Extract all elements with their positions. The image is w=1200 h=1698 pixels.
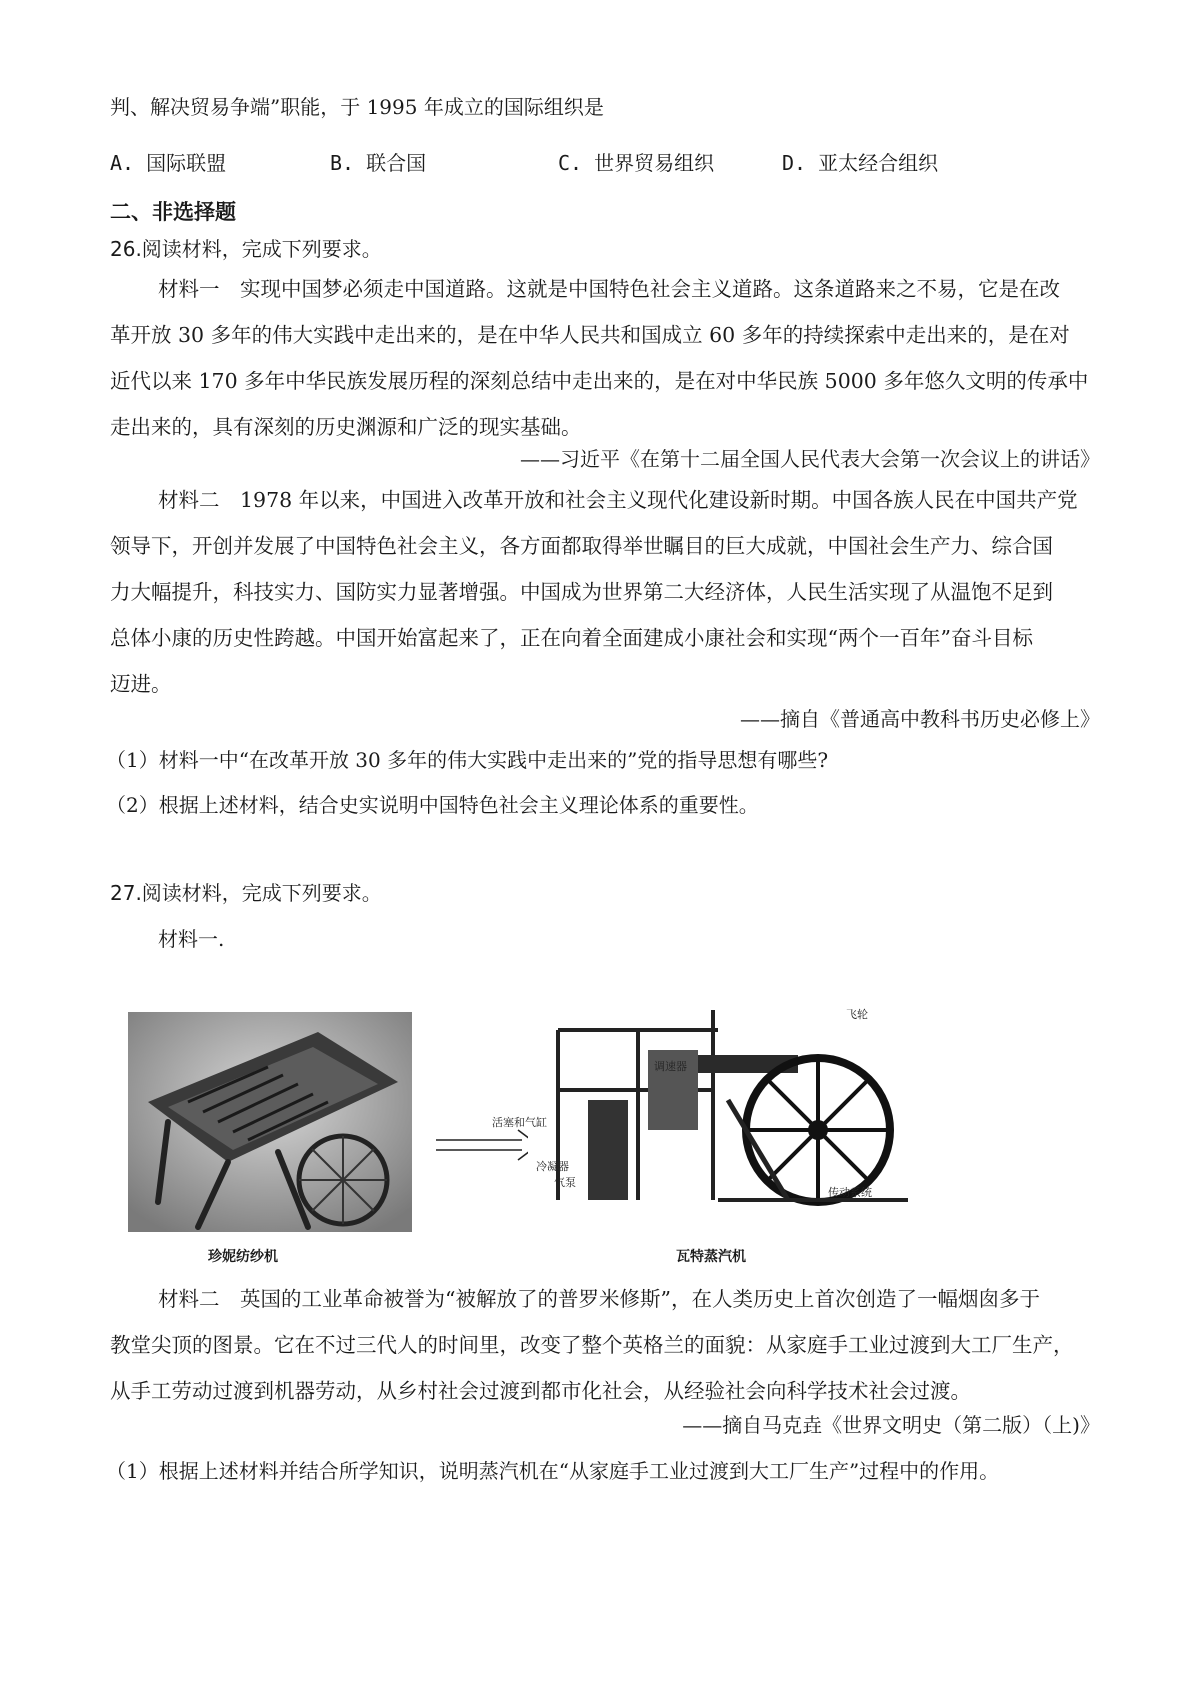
option-key: A.: [110, 151, 135, 175]
q26-m2-line: 迈进。: [110, 672, 172, 696]
option-text: 国际联盟: [146, 151, 227, 175]
piston-cylinder-label: 活塞和气缸: [492, 1116, 547, 1129]
condenser-label: 冷凝器: [536, 1160, 569, 1173]
q26-m1-line: 材料一 实现中国梦必须走中国道路。这就是中国特色社会主义道路。这条道路来之不易，它是在改: [158, 277, 1060, 301]
option-text: 世界贸易组织: [594, 151, 715, 175]
option-key: C.: [558, 151, 583, 175]
q26-m2-source: ——摘自《普通高中教科书历史必修上》: [740, 707, 1100, 731]
transmission-label: 传动系统: [828, 1186, 872, 1199]
q27-m2-source: ——摘自马克垚《世界文明史（第二版）（上)》: [682, 1413, 1100, 1437]
q25-option-d[interactable]: [782, 150, 938, 176]
q27-m2-line: 教堂尖顶的图景。它在不过三代人的时间里，改变了整个英格兰的面貌：从家庭手工业过渡到大工厂生产，: [110, 1333, 1074, 1357]
q27-heading: 27.阅读材料，完成下列要求。: [110, 881, 382, 905]
q27-material-1-label: 材料一.: [158, 927, 225, 951]
q26-material-2: [110, 477, 1100, 707]
spinning-jenny-caption: 珍妮纺纱机: [208, 1249, 278, 1265]
q26-subquestion-2: （2）根据上述材料，结合史实说明中国特色社会主义理论体系的重要性。: [106, 793, 759, 817]
q26-m1-line: 走出来的，具有深刻的历史渊源和广泛的现实基础。: [110, 415, 582, 439]
flywheel-label: 飞轮: [846, 1008, 868, 1021]
q26-m2-line: 材料二 1978 年以来，中国进入改革开放和社会主义现代化建设新时期。中国各族人民在中国共产党: [158, 488, 1078, 512]
q26-m1-line: 革开放 30 多年的伟大实践中走出来的，是在中华人民共和国成立 60 多年的持续探索中走出来的，是在对: [110, 323, 1070, 347]
steam-engine-caption: 瓦特蒸汽机: [676, 1249, 746, 1265]
q26-m2-line: 力大幅提升，科技实力、国防实力显著增强。中国成为世界第二大经济体，人民生活实现了从温饱不足到: [110, 580, 1053, 604]
air-pump-label: 气泵: [554, 1176, 576, 1189]
q26-m2-line: 总体小康的历史性跨越。中国开始富起来了，正在向着全面建成小康社会和实现“两个一百年”奋斗目标: [110, 626, 1033, 650]
governor-label: 调速器: [654, 1060, 687, 1073]
option-key: B.: [330, 151, 355, 175]
q26-heading: 26.阅读材料，完成下列要求。: [110, 237, 382, 261]
section-title: 二、非选择题: [110, 200, 236, 224]
option-key: D.: [782, 151, 807, 175]
q26-m1-line: 近代以来 170 多年中华民族发展历程的深刻总结中走出来的，是在对中华民族 5000 多年悠久文明的传承中: [110, 369, 1089, 393]
q26-material-1: [110, 266, 1100, 450]
q27-material-2: [110, 1276, 1100, 1414]
watt-steam-engine-image: [492, 1000, 914, 1212]
q27-subquestion-1: （1）根据上述材料并结合所学知识，说明蒸汽机在“从家庭手工业过渡到大工厂生产”过程中的作用。: [106, 1459, 1000, 1483]
q27-m2-line: 材料二 英国的工业革命被誉为“被解放了的普罗米修斯”，在人类历史上首次创造了一幅烟囱多于: [158, 1287, 1040, 1311]
q26-m1-source: ——习近平《在第十二届全国人民代表大会第一次会议上的讲话》: [520, 447, 1100, 471]
q27-m2-line: 从手工劳动过渡到机器劳动，从乡村社会过渡到都市化社会，从经验社会向科学技术社会过渡。: [110, 1379, 971, 1403]
option-text: 亚太经合组织: [818, 151, 939, 175]
q25-option-a[interactable]: [110, 150, 226, 176]
q25-option-b[interactable]: [330, 150, 426, 176]
q25-option-c[interactable]: [558, 150, 714, 176]
arrow-right-icon: [434, 1128, 542, 1162]
q25-stem-tail: 判、解决贸易争端”职能，于 1995 年成立的国际组织是: [110, 95, 604, 119]
option-text: 联合国: [366, 151, 427, 175]
q26-subquestion-1: （1）材料一中“在改革开放 30 多年的伟大实践中走出来的”党的指导思想有哪些?: [106, 748, 829, 772]
q26-m2-line: 领导下，开创并发展了中国特色社会主义，各方面都取得举世瞩目的巨大成就，中国社会生产力、综合国: [110, 534, 1053, 558]
spinning-jenny-image: [128, 1012, 412, 1232]
